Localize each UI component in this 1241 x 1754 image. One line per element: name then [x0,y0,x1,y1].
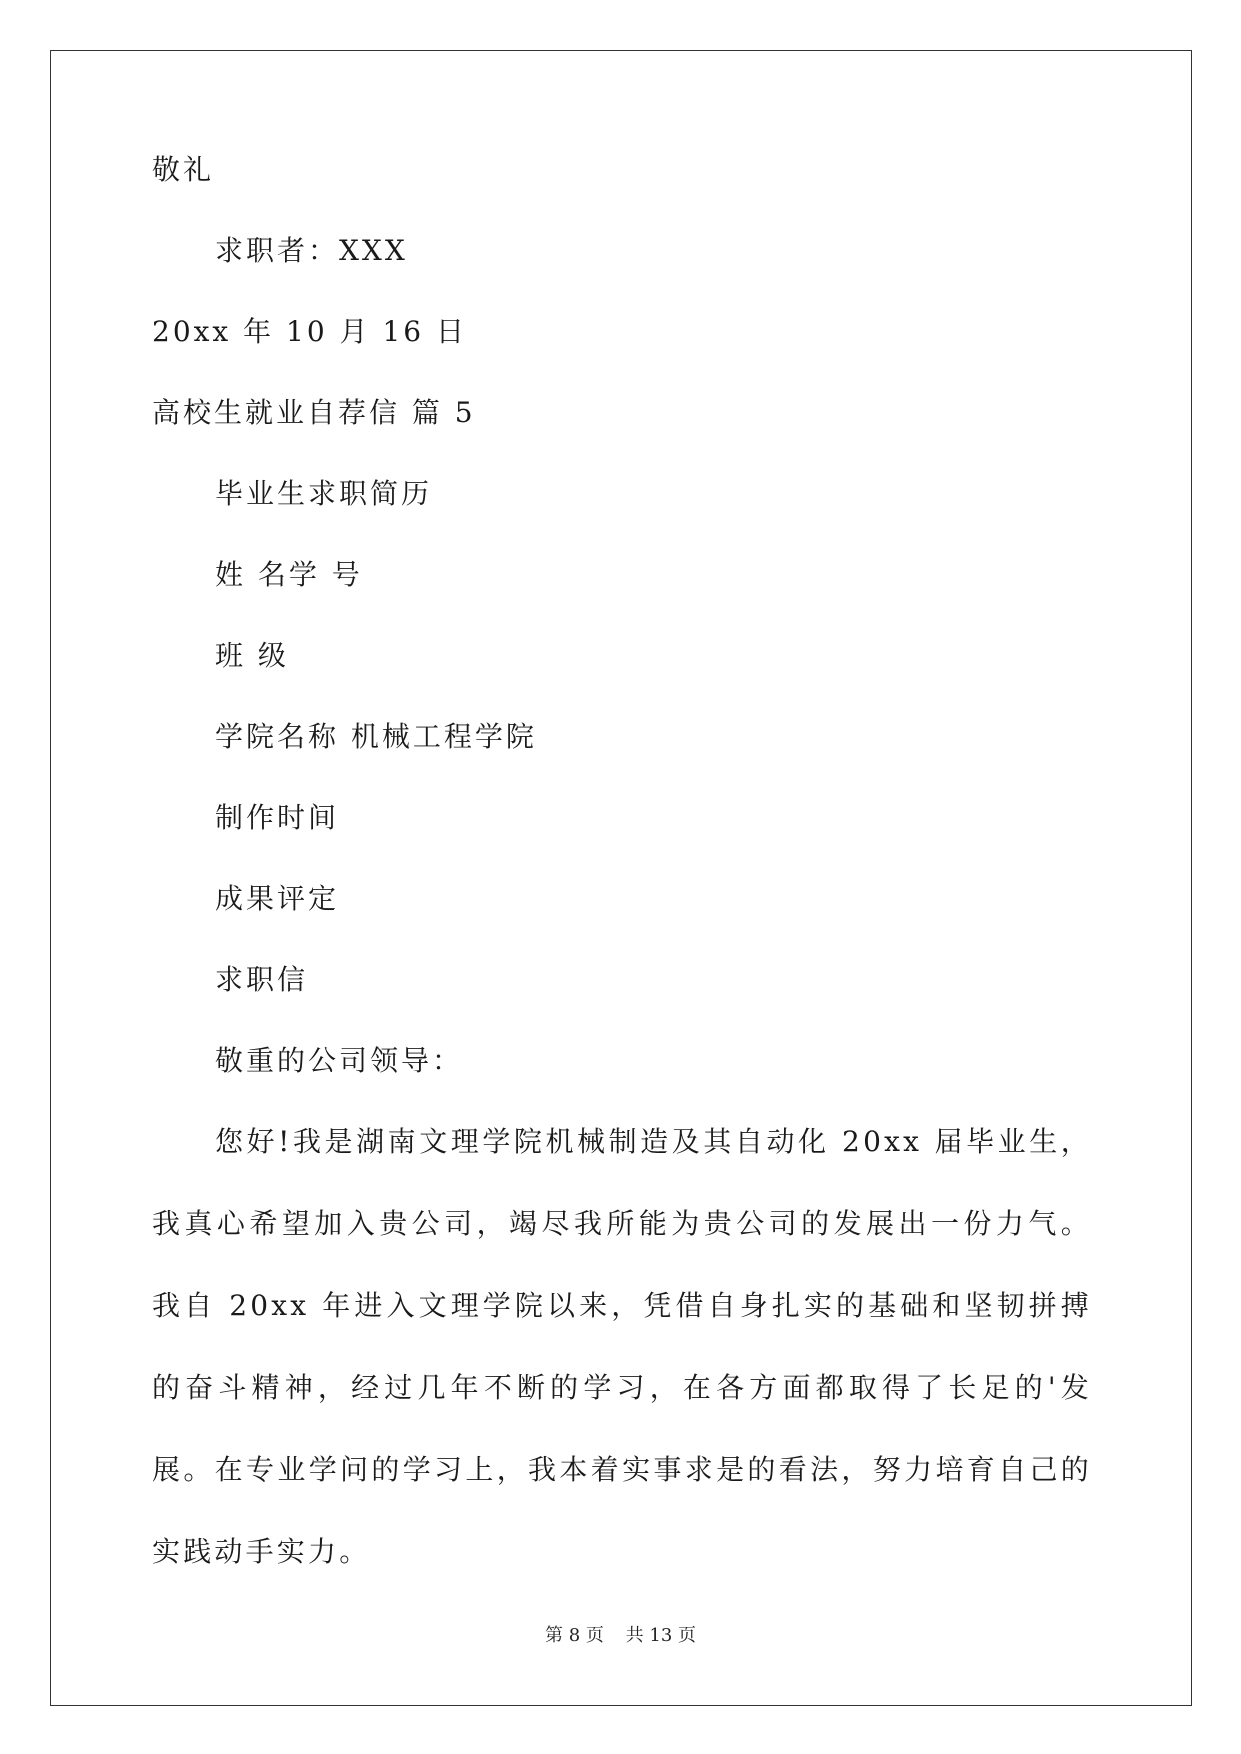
document-body [152,150,1092,1593]
field-created-time: 制作时间 [215,801,340,834]
page-total: 共 13 页 [625,1625,696,1646]
letter-greeting: 敬重的公司领导： [215,1044,464,1077]
cover-letter-heading: 求职信 [215,963,309,996]
page-footer [0,1624,1241,1648]
letter-paragraph: 您好!我是湖南文理学院机械制造及其自动化 20xx 届毕业生，我真心希望加入贵公司，竭尽我所能为贵公司的发展出一份力气。 我自 20xx 年进入文理学院以来，凭借自身扎实的基础和坚韧拼搏的奋斗精神，经过几年不断的学习，在各方面都取得了长足的'发展。在专业学问的学习上，我本着实事求是的看法，努力培育自己的实践动手实力。 [152,1125,1092,1568]
field-college: 学院名称 机械工程学院 [215,720,537,753]
applicant-signature: 求职者：XXX [215,234,408,267]
closing-salutation: 敬礼 [152,153,215,186]
page-number: 第 8 页 [545,1625,604,1646]
section-title: 高校生就业自荐信 篇 5 [152,396,476,429]
resume-heading: 毕业生求职简历 [215,477,433,510]
field-class: 班 级 [215,639,289,672]
field-name-id: 姓 名学 号 [215,558,363,591]
letter-date: 20xx 年 10 月 16 日 [152,315,467,348]
field-evaluation: 成果评定 [215,882,340,915]
